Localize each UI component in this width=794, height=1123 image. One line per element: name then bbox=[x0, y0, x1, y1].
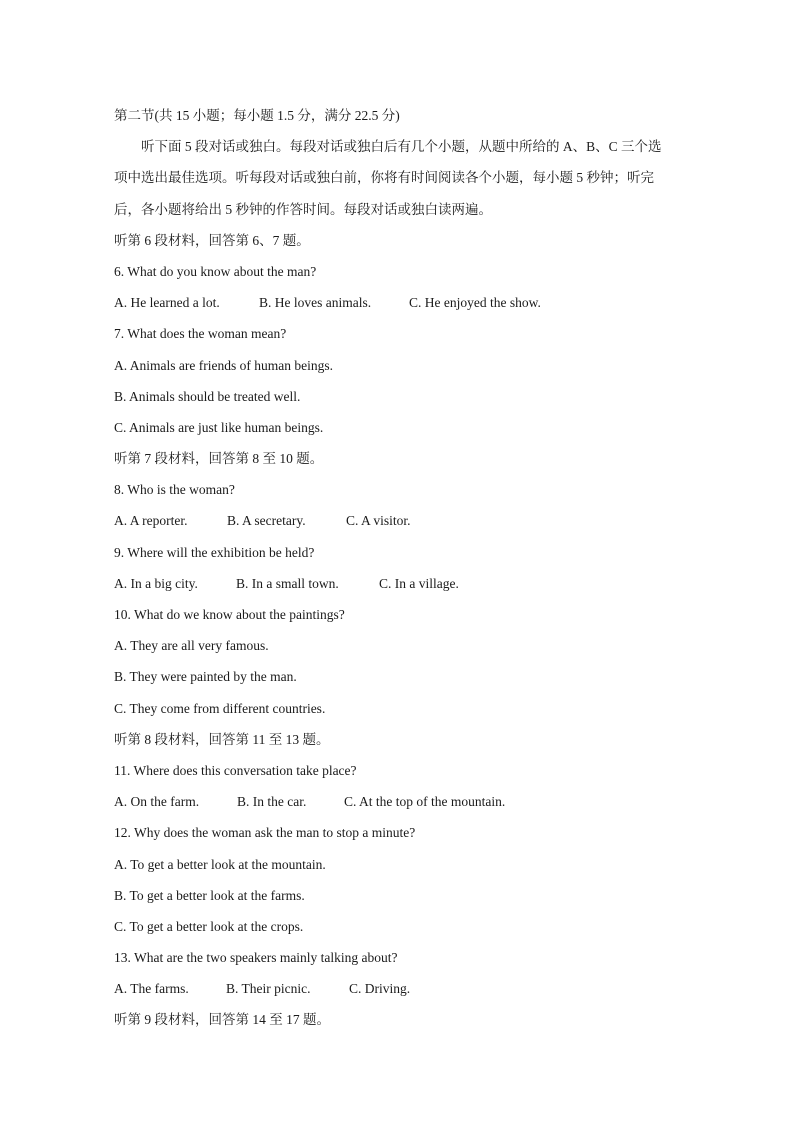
passage-header: 听第 8 段材料，回答第 11 至 13 题。 bbox=[114, 731, 330, 747]
option-b: B. In the car. bbox=[237, 794, 307, 810]
option-a: A. In a big city. bbox=[114, 575, 198, 591]
option-c: C. Driving. bbox=[349, 981, 411, 997]
question-options bbox=[114, 287, 694, 318]
option-c: C. At the top of the mountain. bbox=[344, 794, 506, 810]
question-stem: 6. What do you know about the man? bbox=[114, 263, 317, 279]
question-options bbox=[114, 786, 694, 817]
option-c: C. He enjoyed the show. bbox=[409, 295, 541, 311]
instructions-line-2: 项中选出最佳选项。听每段对话或独白前，你将有时间阅读各个小题，每小题 5 秒钟；听完 bbox=[114, 170, 654, 186]
option-b: B. A secretary. bbox=[227, 513, 306, 529]
section-heading: 第二节(共 15 小题；每小题 1.5 分，满分 22.5 分) bbox=[114, 108, 400, 123]
option-c: C. To get a better look at the crops. bbox=[114, 918, 304, 934]
question-stem: 11. Where does this conversation take place? bbox=[114, 762, 357, 778]
option-a: A. To get a better look at the mountain. bbox=[114, 856, 326, 872]
question-options bbox=[114, 505, 694, 536]
option-c: C. They come from different countries. bbox=[114, 700, 326, 716]
option-c: C. In a village. bbox=[379, 575, 459, 591]
option-b: B. He loves animals. bbox=[259, 295, 372, 311]
option-a: A. The farms. bbox=[114, 981, 189, 997]
option-a: A. He learned a lot. bbox=[114, 295, 220, 311]
passage-header: 听第 6 段材料，回答第 6、7 题。 bbox=[114, 232, 310, 248]
option-c: C. Animals are just like human beings. bbox=[114, 419, 324, 435]
option-b: B. To get a better look at the farms. bbox=[114, 887, 305, 903]
option-c: C. A visitor. bbox=[346, 513, 411, 529]
question-stem: 10. What do we know about the paintings? bbox=[114, 607, 345, 622]
passage-header: 听第 9 段材料，回答第 14 至 17 题。 bbox=[114, 1012, 330, 1028]
instructions-line-1: 听下面 5 段对话或独白。每段对话或独白后有几个小题，从题中所给的 A、B、C 三个选 bbox=[141, 139, 662, 155]
exam-page bbox=[114, 100, 694, 1036]
option-b: B. They were painted by the man. bbox=[114, 669, 297, 685]
option-a: A. They are all very famous. bbox=[114, 638, 269, 654]
instructions-line-3: 后，各小题将给出 5 秒钟的作答时间。每段对话或独白读两遍。 bbox=[114, 201, 492, 217]
question-stem: 12. Why does the woman ask the man to stop a minute? bbox=[114, 825, 416, 841]
option-a: A. A reporter. bbox=[114, 513, 188, 529]
option-b: B. In a small town. bbox=[236, 575, 339, 591]
question-stem: 13. What are the two speakers mainly talking about? bbox=[114, 950, 398, 966]
question-options bbox=[114, 973, 694, 1004]
question-stem: 9. Where will the exhibition be held? bbox=[114, 544, 315, 560]
option-b: B. Animals should be treated well. bbox=[114, 388, 301, 404]
question-stem: 8. Who is the woman? bbox=[114, 482, 235, 498]
option-b: B. Their picnic. bbox=[226, 981, 311, 997]
question-options bbox=[114, 568, 694, 599]
question-stem: 7. What does the woman mean? bbox=[114, 326, 287, 342]
option-a: A. On the farm. bbox=[114, 794, 200, 810]
passage-header: 听第 7 段材料，回答第 8 至 10 题。 bbox=[114, 451, 324, 467]
option-a: A. Animals are friends of human beings. bbox=[114, 357, 333, 373]
